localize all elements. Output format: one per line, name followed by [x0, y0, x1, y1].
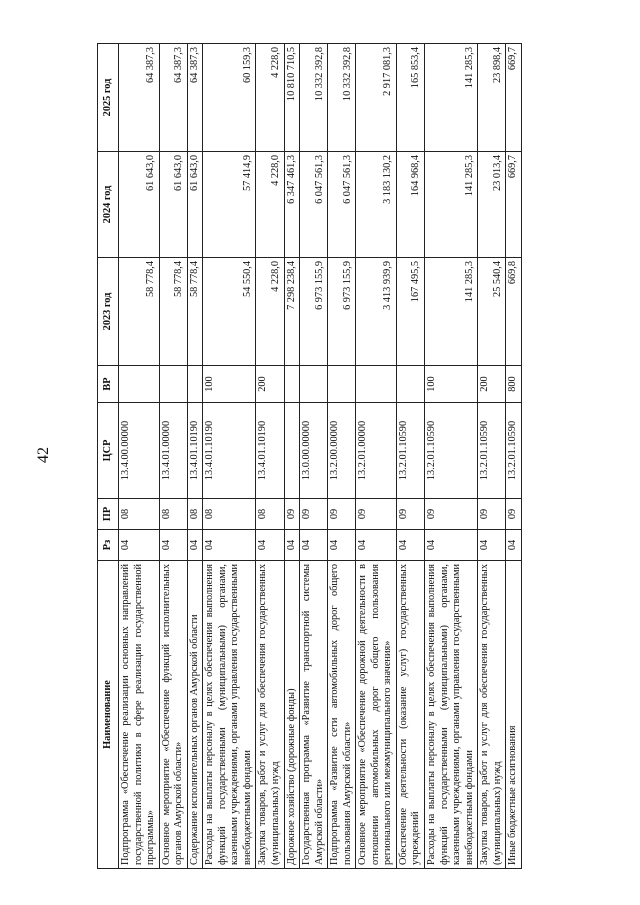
row-2023: 167 495,5 — [396, 258, 424, 366]
row-vr — [300, 366, 328, 403]
header-2025: 2025 год — [98, 44, 119, 152]
row-rz: 04 — [187, 530, 203, 561]
row-name: Расходы на выплаты персоналу в целях обеспечения выполнения функций государственными (муниципальными) органами, казенными учреждениями, органами управления государственными внебюджетными фондами — [203, 561, 256, 869]
row-2025: 64 387,3 — [119, 44, 160, 152]
row-csr: 13.2.01.10590 — [478, 403, 506, 499]
table-row — [396, 44, 424, 869]
row-pr: 09 — [300, 499, 328, 530]
row-2023: 7 298 238,4 — [284, 258, 300, 366]
row-csr: 13.0.00.00000 — [300, 403, 328, 499]
row-name: Закупка товаров, работ и услуг для обеспечения государственных (муниципальных) нужд — [256, 561, 284, 869]
row-2025: 165 853,4 — [396, 44, 424, 152]
header-pr: ПР — [98, 499, 119, 530]
row-2024: 6 347 461,3 — [284, 152, 300, 258]
row-2025: 141 285,3 — [425, 44, 478, 152]
row-2025: 64 387,3 — [159, 44, 187, 152]
row-pr: 08 — [119, 499, 160, 530]
row-csr: 13.4.01.00000 — [159, 403, 187, 499]
row-vr — [396, 366, 424, 403]
budget-table — [97, 43, 522, 869]
row-rz: 04 — [203, 530, 256, 561]
row-vr — [284, 366, 300, 403]
row-rz: 04 — [119, 530, 160, 561]
row-2024: 23 013,4 — [478, 152, 506, 258]
row-csr — [284, 403, 300, 499]
table-row — [284, 44, 300, 869]
row-name: Основное мероприятие «Обеспечение дорожной деятельности в отношении автомобильных дорог общего пользования регионального или межмуниципального значения» — [356, 561, 397, 869]
row-name: Дорожное хозяйство (дорожные фонды) — [284, 561, 300, 869]
row-csr: 13.2.01.10590 — [396, 403, 424, 499]
row-2023: 141 285,3 — [425, 258, 478, 366]
row-2025: 23 898,4 — [478, 44, 506, 152]
row-2023: 58 778,4 — [119, 258, 160, 366]
row-2023: 669,8 — [506, 258, 522, 366]
row-2025: 60 159,3 — [203, 44, 256, 152]
row-rz: 04 — [328, 530, 356, 561]
row-name: Иные бюджетные ассигнования — [506, 561, 522, 869]
page-number: 42 — [35, 447, 52, 463]
row-pr: 08 — [159, 499, 187, 530]
row-name: Подпрограмма «Обеспечение реализации основных направлений государственной политики в сфере реализации государственной программы» — [119, 561, 160, 869]
table-body — [119, 44, 522, 869]
row-2025: 10 332 392,8 — [328, 44, 356, 152]
row-2024: 61 643,0 — [187, 152, 203, 258]
row-rz: 04 — [256, 530, 284, 561]
row-csr: 13.4.00.00000 — [119, 403, 160, 499]
row-csr: 13.2.01.10590 — [425, 403, 478, 499]
row-rz: 04 — [356, 530, 397, 561]
row-rz: 04 — [425, 530, 478, 561]
table-row — [300, 44, 328, 869]
row-pr: 08 — [256, 499, 284, 530]
row-2024: 164 968,4 — [396, 152, 424, 258]
row-rz: 04 — [159, 530, 187, 561]
row-vr — [159, 366, 187, 403]
row-2025: 10 332 392,8 — [300, 44, 328, 152]
row-rz: 04 — [506, 530, 522, 561]
row-vr: 100 — [203, 366, 256, 403]
row-rz: 04 — [284, 530, 300, 561]
row-csr: 13.4.01.10190 — [187, 403, 203, 499]
row-2024: 61 643,0 — [159, 152, 187, 258]
row-2025: 10 810 710,5 — [284, 44, 300, 152]
table-row — [425, 44, 478, 869]
table-row — [328, 44, 356, 869]
row-2025: 64 387,3 — [187, 44, 203, 152]
row-2024: 61 643,0 — [119, 152, 160, 258]
header-2024: 2024 год — [98, 152, 119, 258]
row-pr: 09 — [478, 499, 506, 530]
table-row — [256, 44, 284, 869]
row-2025: 2 917 081,3 — [356, 44, 397, 152]
row-2024: 4 228,0 — [256, 152, 284, 258]
row-2024: 669,7 — [506, 152, 522, 258]
table-row — [478, 44, 506, 869]
row-vr — [119, 366, 160, 403]
row-2024: 57 414,9 — [203, 152, 256, 258]
row-csr: 13.4.01.10190 — [256, 403, 284, 499]
row-name: Содержание исполнительных органов Амурской области — [187, 561, 203, 869]
row-rz: 04 — [478, 530, 506, 561]
row-vr: 100 — [425, 366, 478, 403]
row-vr — [187, 366, 203, 403]
row-name: Обеспечение деятельности (оказание услуг) государственных учреждений — [396, 561, 424, 869]
row-2023: 4 228,0 — [256, 258, 284, 366]
row-2024: 6 047 561,3 — [300, 152, 328, 258]
row-name: Подпрограмма «Развитие сети автомобильных дорог общего пользования Амурской области» — [328, 561, 356, 869]
row-name: Закупка товаров, работ и услуг для обеспечения государственных (муниципальных) нужд — [478, 561, 506, 869]
row-csr: 13.2.01.00000 — [356, 403, 397, 499]
rotated-table-inner — [97, 44, 555, 869]
row-2023: 3 413 939,9 — [356, 258, 397, 366]
row-2025: 4 228,0 — [256, 44, 284, 152]
row-name: Основное мероприятие «Обеспечение функций исполнительных органов Амурской области» — [159, 561, 187, 869]
header-rz: Рз — [98, 530, 119, 561]
table-row — [119, 44, 160, 869]
header-vr: ВР — [98, 366, 119, 403]
row-csr: 13.2.00.00000 — [328, 403, 356, 499]
table-row — [203, 44, 256, 869]
row-vr: 200 — [256, 366, 284, 403]
row-vr — [356, 366, 397, 403]
table-header — [98, 44, 119, 869]
row-pr: 08 — [203, 499, 256, 530]
row-pr: 09 — [506, 499, 522, 530]
row-rz: 04 — [396, 530, 424, 561]
row-pr: 09 — [425, 499, 478, 530]
row-2023: 54 550,4 — [203, 258, 256, 366]
row-2023: 25 540,4 — [478, 258, 506, 366]
rotated-table-container — [97, 44, 555, 869]
header-csr: ЦСР — [98, 403, 119, 499]
table-row — [187, 44, 203, 869]
row-2024: 6 047 561,3 — [328, 152, 356, 258]
row-rz: 04 — [300, 530, 328, 561]
header-2023: 2023 год — [98, 258, 119, 366]
row-2024: 141 285,3 — [425, 152, 478, 258]
row-2023: 58 778,4 — [159, 258, 187, 366]
row-2023: 6 973 155,9 — [328, 258, 356, 366]
header-name: Наименование — [98, 561, 119, 869]
row-2023: 58 778,4 — [187, 258, 203, 366]
row-2023: 6 973 155,9 — [300, 258, 328, 366]
row-pr: 09 — [396, 499, 424, 530]
row-vr: 200 — [478, 366, 506, 403]
row-2024: 3 183 130,2 — [356, 152, 397, 258]
row-csr: 13.4.01.10190 — [203, 403, 256, 499]
row-csr: 13.2.01.10590 — [506, 403, 522, 499]
row-vr: 800 — [506, 366, 522, 403]
row-name: Расходы на выплаты персоналу в целях обеспечения выполнения функций государственными (муниципальными) органами, казенными учреждениями, органами управления государственными внебюджетными фондами — [425, 561, 478, 869]
row-name: Государственная программа «Развитие транспортной системы Амурской области» — [300, 561, 328, 869]
table-row — [159, 44, 187, 869]
row-pr: 09 — [356, 499, 397, 530]
table-row — [506, 44, 522, 869]
row-pr: 09 — [328, 499, 356, 530]
row-vr — [328, 366, 356, 403]
row-pr: 09 — [284, 499, 300, 530]
row-2025: 669,7 — [506, 44, 522, 152]
table-row — [356, 44, 397, 869]
header-row — [98, 44, 119, 869]
row-pr: 08 — [187, 499, 203, 530]
